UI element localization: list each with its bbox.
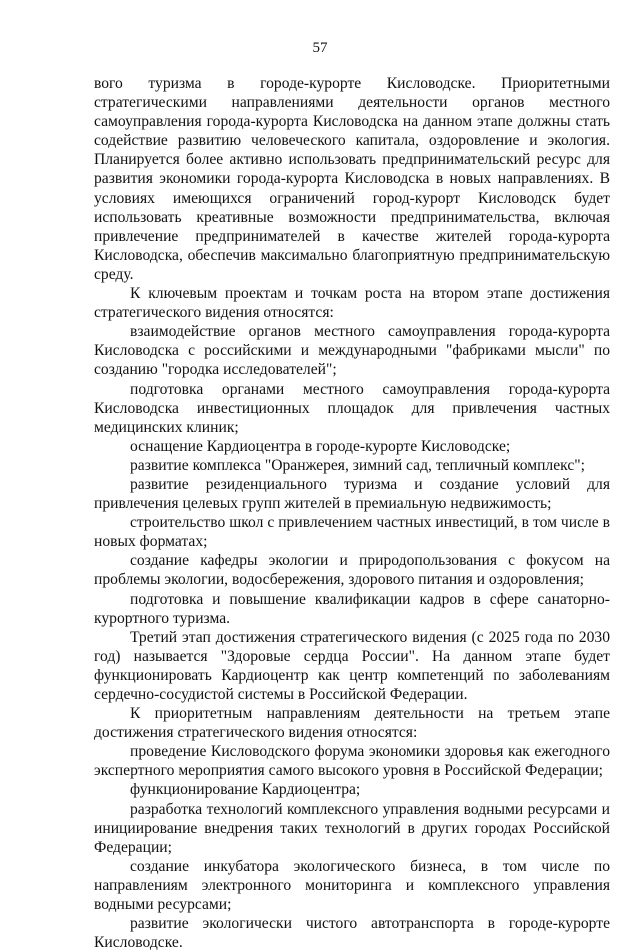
- list-item: развитие комплекса "Оранжерея, зимний сад, тепличный комплекс";: [130, 456, 585, 474]
- paragraph: вого туризма в городе-курорте Кисловодске. Приоритетными стратегическими направлениями деятельности органов местного самоуправления города-курорта Кисловодска на данном этапе должны стать содействие развитию человеческого капитала, оздоровление и экология. Планируется более активно использовать предпринимательский ресурс для развития экономики города-курорта Кисловодска в новых направлениях. В условиях имеющихся ограничений город-курорт Кисловодск будет использовать креативные возможности предпринимательства, включая привлечение предпринимателей в качестве жителей города-курорта Кисловодска, обеспечив максимально благоприятную предпринимательскую среду.: [94, 75, 610, 283]
- list-item: проведение Кисловодского форума экономики здоровья как ежегодного экспертного мероприятия самого высокого уровня в Российской Федерации;: [94, 743, 610, 780]
- list-item: взаимодействие органов местного самоуправления города-курорта Кисловодска с российскими и международными "фабриками мысли" по созданию "городка исследователей";: [94, 323, 610, 379]
- paragraph: К приоритетным направлениям деятельности на третьем этапе достижения стратегического видения относятся:: [94, 705, 610, 742]
- list-item: развитие экологически чистого автотранспорта в городе-курорте Кисловодске.: [94, 915, 610, 952]
- list-item: разработка технологий комплексного управления водными ресурсами и инициирование внедрения таких технологий в других городах Российской Федерации;: [94, 800, 610, 856]
- list-item: создание инкубатора экологического бизнеса, в том числе по направлениям электронного мониторинга и комплексного управления водными ресурсами;: [94, 857, 610, 914]
- list-item: функционирование Кардиоцентра;: [130, 781, 361, 799]
- document-body: [94, 74, 610, 952]
- list-item: создание кафедры экологии и природопользования с фокусом на проблемы экологии, водосбережения, здорового питания и оздоровления;: [94, 552, 610, 589]
- list-item: развитие резиденциального туризма и создание условий для привлечения целевых групп жителей в премиальную недвижимость;: [94, 475, 610, 513]
- list-item: подготовка органами местного самоуправления города-курорта Кисловодска инвестиционных площадок для привлечения частных медицинских клиник;: [94, 380, 610, 436]
- list-item: строительство школ с привлечением частных инвестиций, в том числе в новых форматах;: [94, 514, 610, 551]
- list-item: оснащение Кардиоцентра в городе-курорте Кисловодске;: [130, 437, 511, 455]
- paragraph: Третий этап достижения стратегического видения (с 2025 года по 2030 год) называется "Здоровые сердца России". На данном этапе будет функционировать Кардиоцентр как центр компетенций по заболеваниям сердечно-сосудистой системы в Российской Федерации.: [94, 628, 610, 703]
- paragraph: К ключевым проектам и точкам роста на втором этапе достижения стратегического видения относятся:: [94, 285, 610, 322]
- page-number: 57: [312, 40, 328, 56]
- list-item: подготовка и повышение квалификации кадров в сфере санаторно-курортного туризма.: [94, 590, 610, 627]
